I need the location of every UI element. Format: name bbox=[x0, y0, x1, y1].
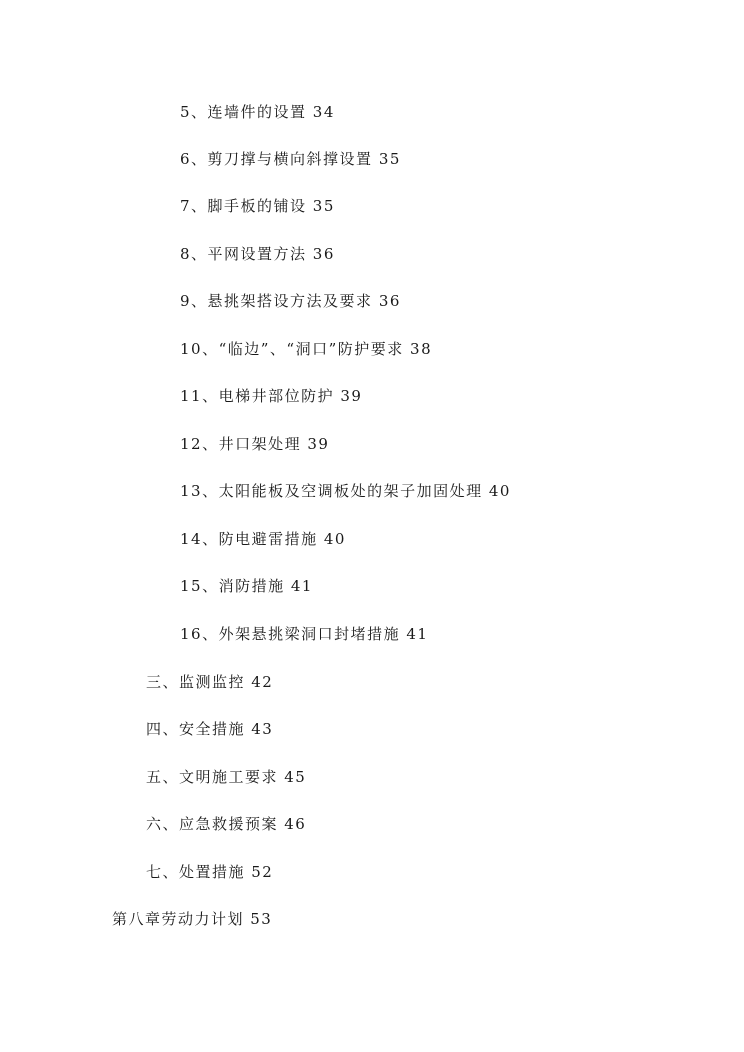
toc-entry-flat-net[interactable]: 8、平网设置方法 36 bbox=[180, 245, 335, 263]
toc-section-civilized-construction[interactable]: 五、文明施工要求 45 bbox=[146, 768, 307, 786]
toc-entry-beam-hole-sealing[interactable]: 16、外架悬挑梁洞口封堵措施 41 bbox=[180, 625, 429, 643]
toc-entry-hoist-frame[interactable]: 12、井口架处理 39 bbox=[180, 435, 330, 453]
toc-section-monitoring[interactable]: 三、监测监控 42 bbox=[146, 673, 274, 691]
toc-entry-scissor-bracing[interactable]: 6、剪刀撑与横向斜撑设置 35 bbox=[180, 150, 401, 168]
toc-entry-cantilever-scaffold[interactable]: 9、悬挑架搭设方法及要求 36 bbox=[180, 292, 401, 310]
toc-entry-solar-panel-reinforcement[interactable]: 13、太阳能板及空调板处的架子加固处理 40 bbox=[180, 482, 511, 500]
toc-section-safety[interactable]: 四、安全措施 43 bbox=[146, 720, 274, 738]
toc-entry-fire-protection[interactable]: 15、消防措施 41 bbox=[180, 577, 313, 595]
toc-entry-wall-ties[interactable]: 5、连墙件的设置 34 bbox=[180, 103, 335, 121]
toc-section-disposal-measures[interactable]: 七、处置措施 52 bbox=[146, 863, 274, 881]
toc-entry-elevator-shaft[interactable]: 11、电梯井部位防护 39 bbox=[180, 387, 363, 405]
toc-chapter-labor-plan[interactable]: 第八章劳动力计划 53 bbox=[112, 910, 273, 928]
toc-section-emergency-plan[interactable]: 六、应急救援预案 46 bbox=[146, 815, 307, 833]
toc-entry-edge-opening-protection[interactable]: 10、“临边”、“洞口”防护要求 38 bbox=[180, 340, 433, 358]
toc-entry-scaffold-boards[interactable]: 7、脚手板的铺设 35 bbox=[180, 197, 335, 215]
toc-entry-lightning-protection[interactable]: 14、防电避雷措施 40 bbox=[180, 530, 346, 548]
